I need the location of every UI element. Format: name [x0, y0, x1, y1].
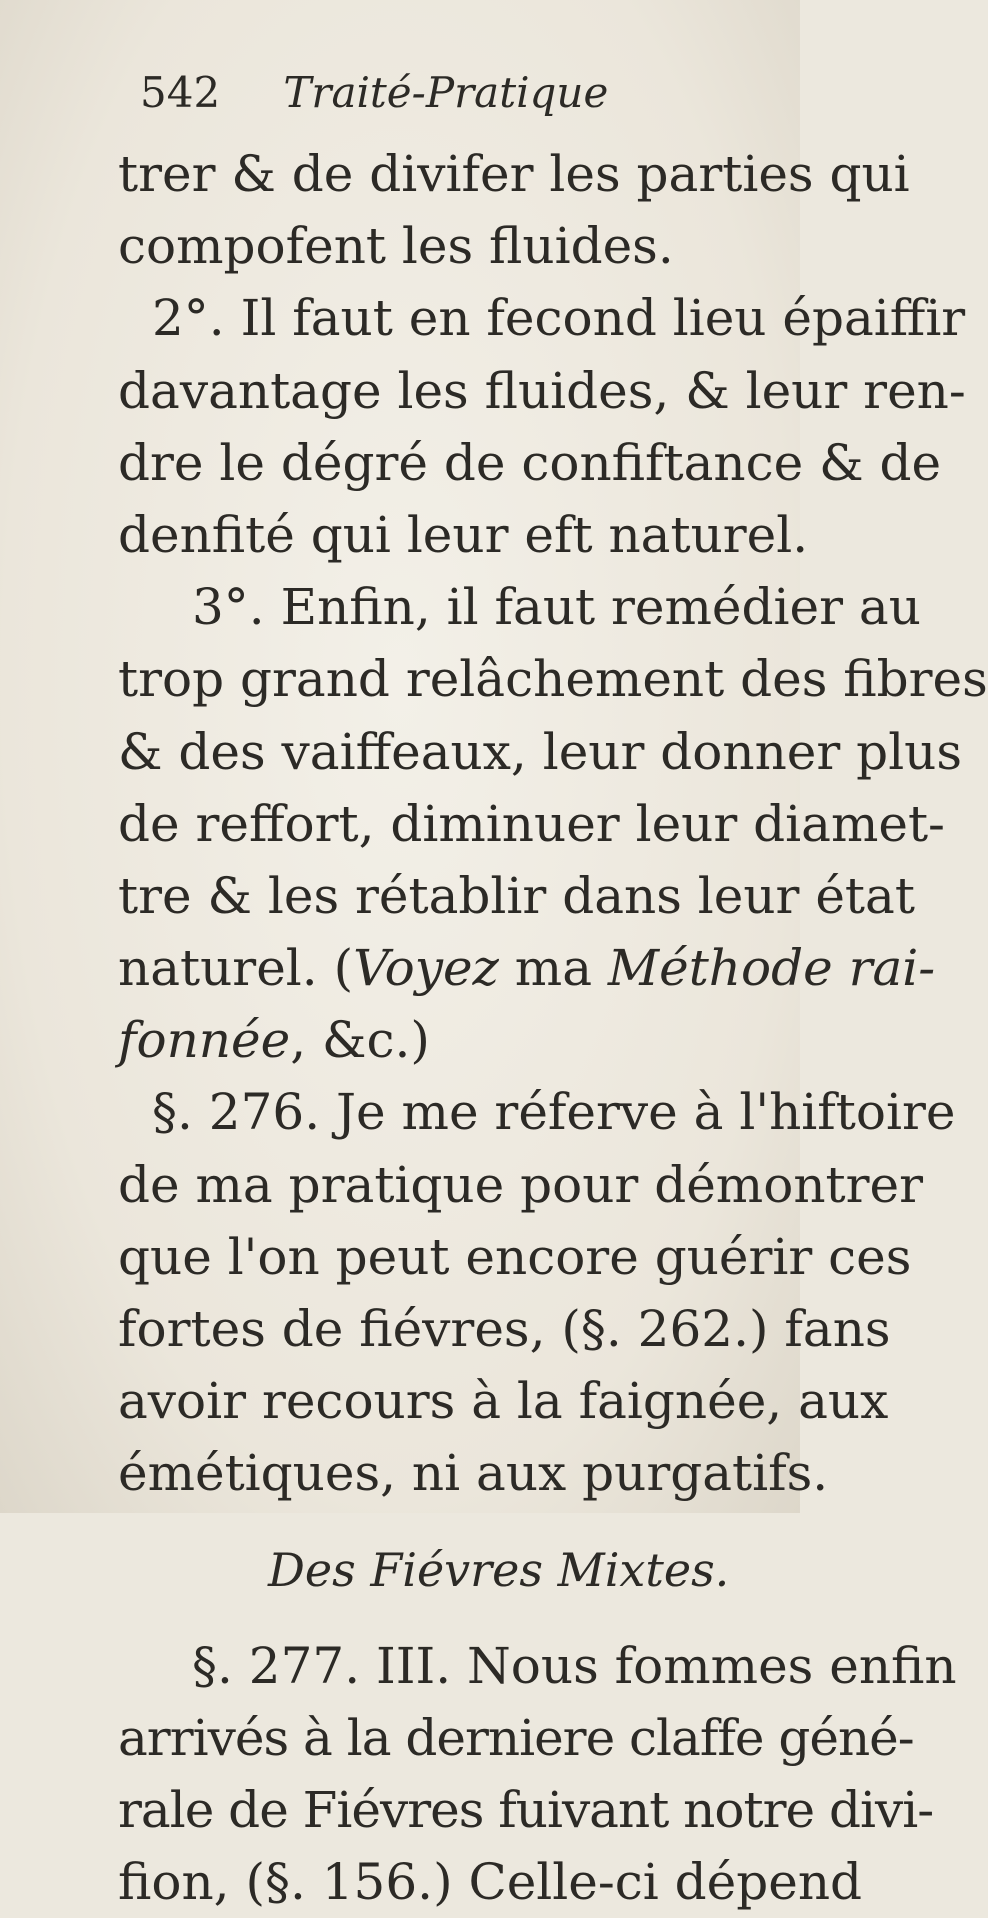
- text-run-italic: fonnée: [118, 1011, 291, 1070]
- text-line: émétiques, ni aux purgatifs.: [118, 1444, 829, 1503]
- text-line: fion, (§. 156.) Celle-ci dépend: [118, 1853, 863, 1912]
- text-line: trop grand relâchement des fibres: [118, 650, 988, 709]
- text-run: , &c.): [290, 1011, 430, 1070]
- section-heading: Des Fiévres Mixtes.: [268, 1542, 730, 1597]
- text-line: trer & de divifer les parties qui: [118, 145, 910, 203]
- page-body: [118, 138, 988, 1918]
- text-line: denfité qui leur eft naturel.: [118, 505, 809, 564]
- page-number: 542: [140, 68, 221, 117]
- text-line: arrivés à la derniere claffe géné-: [118, 1708, 914, 1767]
- text-line: [118, 932, 936, 1004]
- text-line: davantage les fluides, & leur ren-: [118, 361, 966, 420]
- text-line: rale de Fiévres fuivant notre divi-: [118, 1780, 934, 1839]
- text-run: ma: [498, 939, 608, 998]
- page-header: [140, 68, 608, 128]
- text-run-italic: Voyez: [353, 939, 499, 998]
- text-line: §. 276. Je me réferve à l'hiftoire: [152, 1083, 956, 1142]
- text-line: que l'on peut encore guérir ces: [118, 1227, 912, 1286]
- text-line: & des vaiffeaux, leur donner plus: [118, 722, 963, 781]
- text-line: tre & les rétablir dans leur état: [118, 866, 915, 925]
- text-line: de ma pratique pour démontrer: [118, 1155, 924, 1214]
- text-line: avoir recours à la faignée, aux: [118, 1372, 889, 1431]
- text-run: naturel. (: [118, 939, 354, 998]
- text-line: dre le dégré de confiftance & de: [118, 433, 942, 492]
- running-title: Traité-Pratique: [283, 68, 609, 117]
- text-line: fortes de fiévres, (§. 262.) fans: [118, 1300, 891, 1358]
- text-line: 3°. Enfin, il faut remédier au: [192, 578, 921, 637]
- text-line: 2°. Il faut en fecond lieu épaiffir: [152, 289, 966, 348]
- text-line: §. 277. III. Nous fommes enfin: [192, 1636, 957, 1695]
- text-line: de reffort, diminuer leur diamet-: [118, 794, 945, 853]
- text-line: [118, 1004, 778, 1076]
- text-run-italic: Méthode rai-: [607, 939, 936, 998]
- text-line: compofent les fluides.: [118, 217, 674, 276]
